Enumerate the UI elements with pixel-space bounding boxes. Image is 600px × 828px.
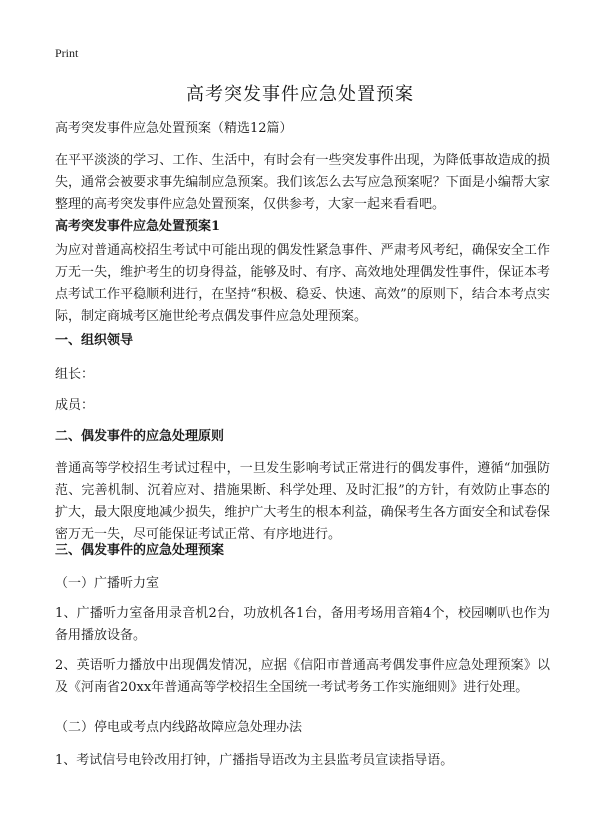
heading-plan: 三、偶发事件的应急处理预案 — [55, 543, 225, 558]
leader-label: 组长： — [55, 367, 95, 382]
section-title: 高考突发事件应急处置预案1 — [55, 219, 221, 234]
page-title: 高考突发事件应急处置预案 — [186, 84, 414, 105]
heading-organization: 一、组织领导 — [55, 333, 134, 348]
intro-paragraph: 在平平淡淡的学习、工作、生活中，有时会有一些突发事件出现，为降低事故造成的损失，通常会被要求事先编制应急预案。我们该怎么去写应急预案呢？下面是小编帮大家整理的高考突发事件应急处置预案，仅供参考，大家一起来看看吧。 — [55, 153, 550, 212]
list-item: 2、英语听力播放中出现偶发情况，应据《信阳市普通高考偶发事件应急处理预案》以及《河南省20xx年普通高等学校招生全国统一考试考务工作实施细则》进行处理。 — [55, 658, 550, 695]
subtitle: 高考突发事件应急处置预案（精选12篇） — [55, 121, 293, 136]
subheading-broadcast: （一）广播听力室 — [55, 576, 160, 591]
member-label: 成员： — [55, 398, 95, 413]
list-item: 1、广播听力室备用录音机2台，功放机各1台，备用考场用音箱4个，校园喇叭也作为备用播放设备。 — [55, 606, 550, 643]
print-link[interactable]: Print — [55, 46, 79, 60]
subheading-power-failure: （二）停电或考点内线路故障应急处理办法 — [55, 720, 303, 735]
list-item: 1、考试信号电铃改用打钟，广播指导语改为主县监考员宣读指导语。 — [55, 753, 454, 768]
principles-paragraph: 普通高等学校招生考试过程中，一旦发生影响考试正常进行的偶发事件，遵循“加强防范、完善机制、沉着应对、措施果断、科学处理、及时汇报”的方针，有效防止事态的扩大，最大限度地减少损失，维护广大考生的根本利益，确保考生各方面安全和试卷保密万无一失，尽可能保证考试正常、有序地进行。 — [55, 461, 550, 542]
heading-principles: 二、偶发事件的应急处理原则 — [55, 429, 225, 444]
section-paragraph: 为应对普通高校招生考试中可能出现的偶发性紧急事件、严肃考风考纪，确保安全工作万无一失，维护考生的切身得益，能够及时、有序、高效地处理偶发性事件，保证本考点考试工作平稳顺利进行，在坚持“积极、稳妥、快速、高效”的原则下，结合本考点实际，制定商城考区施世纶考点偶发事件应急处理预案。 — [55, 243, 550, 324]
